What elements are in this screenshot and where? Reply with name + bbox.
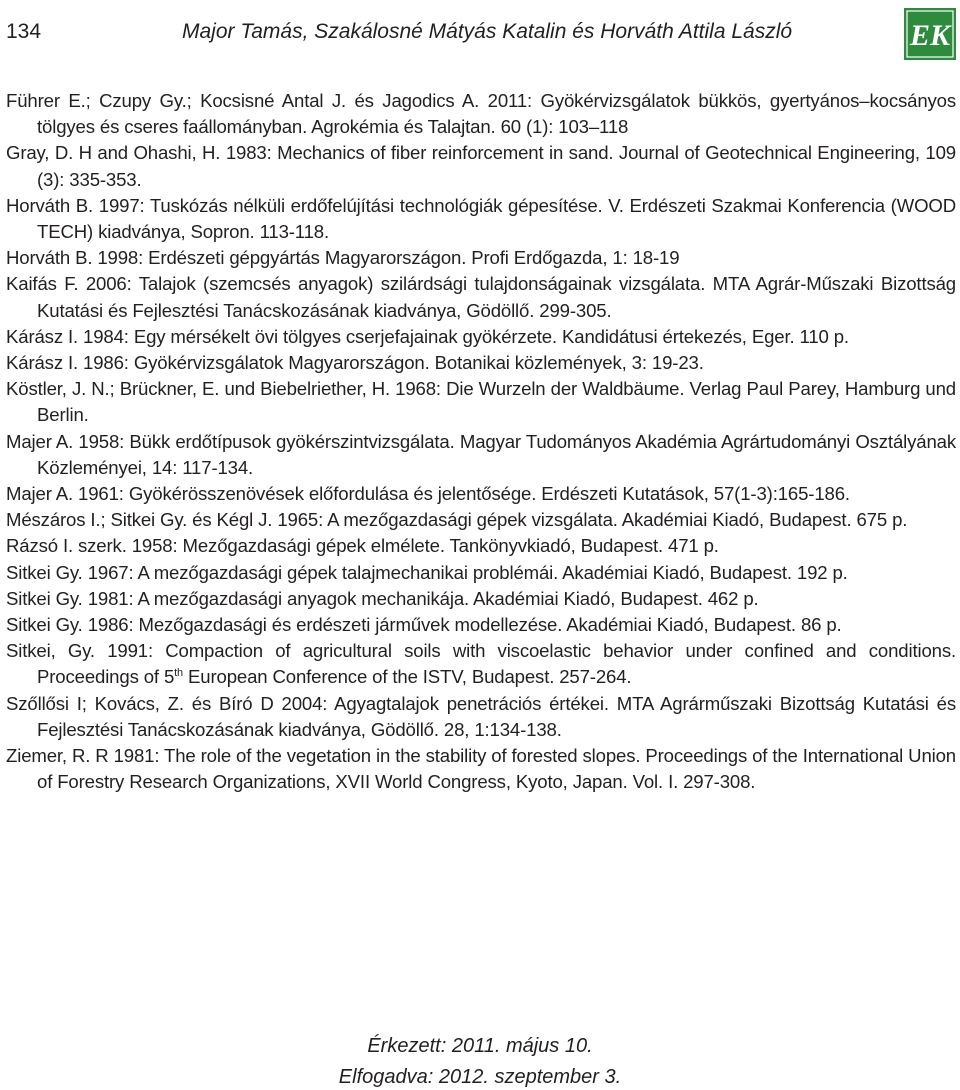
- reference-item: Ziemer, R. R 1981: The role of the vegetation in the stability of forested slopes. Proceedings of the International Union of Forestry Research Organizations, XVII World Congress, Kyoto, Japan. Vol. I. 297-308.: [6, 745, 956, 793]
- superscript-ordinal: th: [174, 667, 184, 680]
- reference-item: Majer A. 1961: Gyökérösszenövések előfordulása és jelentősége. Erdészeti Kutatások, 57(1-3):165-186.: [6, 483, 850, 505]
- reference-item: Gray, D. H and Ohashi, H. 1983: Mechanics of fiber reinforcement in sand. Journal of Geotechnical Engineering, 109 (3): 335-353.: [6, 142, 956, 190]
- reference-item: Rázsó I. szerk. 1958: Mezőgazdasági gépek elmélete. Tankönyvkiadó, Budapest. 471 p.: [6, 535, 719, 557]
- reference-item: Kárász I. 1986: Gyökérvizsgálatok Magyarországon. Botanikai közlemények, 3: 19-23.: [6, 352, 704, 374]
- reference-item: Mészáros I.; Sitkei Gy. és Kégl J. 1965: A mezőgazdasági gépek vizsgálata. Akadémiai Kiadó, Budapest. 675 p.: [6, 509, 908, 531]
- reference-item: Kaifás F. 2006: Talajok (szemcsés anyagok) szilárdsági tulajdonságainak vizsgálata. MTA Agrár-Műszaki Bizottság Kutatási és Fejlesztési Tanácskozásának kiadványa, Gödöllő. 299-305.: [6, 273, 956, 321]
- reference-item: Sitkei Gy. 1967: A mezőgazdasági gépek talajmechanikai problémái. Akadémiai Kiadó, Budapest. 192 p.: [6, 561, 848, 583]
- accepted-date: Elfogadva: 2012. szeptember 3.: [338, 1066, 622, 1088]
- journal-logo: [904, 8, 956, 60]
- reference-text: European Conference of the ISTV, Budapest. 257-264.: [183, 666, 632, 688]
- reference-list: [6, 88, 956, 795]
- reference-text: Sitkei, Gy. 1991: Compaction of agricultural soils with viscoelastic behavior under confined and conditions. Proceedings of 5: [6, 640, 956, 688]
- logo-letters: EK: [909, 19, 951, 52]
- page-number: 134: [6, 20, 42, 43]
- reference-item: Kárász I. 1984: Egy mérsékelt övi tölgyes cserjefajainak gyökérzete. Kandidátusi értekezés, Eger. 110 p.: [6, 325, 849, 347]
- reference-item-sitkei-1991: [6, 638, 956, 690]
- reference-item: Majer A. 1958: Bükk erdőtípusok gyökérszintvizsgálata. Magyar Tudományos Akadémia Agrártudományi Osztályának Közleményei, 14: 117-134.: [6, 430, 956, 478]
- reference-item: Horváth B. 1997: Tuskózás nélküli erdőfelújítási technológiák gépesítése. V. Erdészeti Szakmai Konferencia (WOOD TECH) kiadványa, Sopron. 113-118.: [6, 194, 956, 243]
- reference-item: Sitkei Gy. 1981: A mezőgazdasági anyagok mechanikája. Akadémiai Kiadó, Budapest. 462 p.: [6, 587, 759, 609]
- reference-item: Szőllősi I; Kovács, Z. és Bíró D 2004: Agyagtalajok penetrációs értékei. MTA Agrárműszaki Bizottság Kutatási és Fejlesztési Tanácskozásának kiadványa, Gödöllő. 28, 1:134-138.: [6, 692, 956, 740]
- running-title: Major Tamás, Szakálosné Mátyás Katalin és Horváth Attila László: [182, 20, 793, 43]
- reference-item: Horváth B. 1998: Erdészeti gépgyártás Magyarországon. Profi Erdőgazda, 1: 18-19: [6, 247, 680, 269]
- received-date: Érkezett: 2011. május 10.: [367, 1035, 593, 1057]
- reference-item: Köstler, J. N.; Brückner, E. und Biebelriether, H. 1968: Die Wurzeln der Waldbäume. Verlag Paul Parey, Hamburg und Berlin.: [6, 378, 956, 426]
- reference-item: Führer E.; Czupy Gy.; Kocsisné Antal J. és Jagodics A. 2011: Gyökérvizsgálatok bükkös, gyertyános–kocsányos tölgyes és cseres faállományban. Agrokémia és Talajtan. 60 (1): 103–118: [6, 90, 956, 138]
- reference-item: Sitkei Gy. 1986: Mezőgazdasági és erdészeti járművek modellezése. Akadémiai Kiadó, Budapest. 86 p.: [6, 614, 842, 636]
